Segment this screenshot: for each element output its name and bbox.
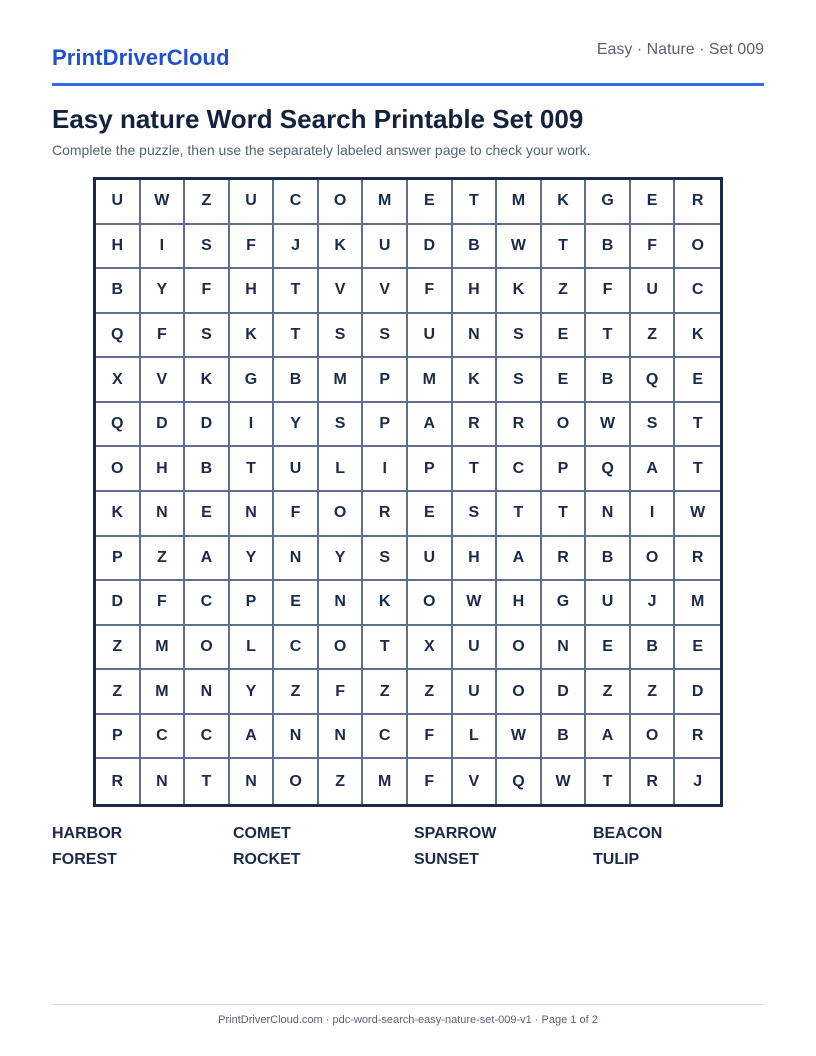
grid-cell: J — [274, 225, 319, 270]
grid-cell: B — [274, 358, 319, 403]
grid-cell: A — [586, 715, 631, 760]
grid-cell: U — [274, 447, 319, 492]
grid-cell: H — [453, 269, 498, 314]
grid-cell: G — [586, 180, 631, 225]
grid-cell: B — [542, 715, 587, 760]
grid-cell: Z — [185, 180, 230, 225]
grid-cell: Y — [319, 537, 364, 582]
grid-cell: T — [453, 180, 498, 225]
grid-cell: T — [453, 447, 498, 492]
grid-cell: U — [453, 670, 498, 715]
grid-cell: N — [542, 626, 587, 671]
word-list-item: TULIP — [593, 851, 640, 868]
grid-cell: B — [586, 358, 631, 403]
grid-cell: T — [586, 759, 631, 804]
grid-cell: P — [363, 403, 408, 448]
grid-cell: G — [542, 581, 587, 626]
grid-cells — [96, 180, 720, 804]
grid-cell: W — [542, 759, 587, 804]
grid-cell: N — [141, 492, 186, 537]
grid-cell: V — [141, 358, 186, 403]
grid-cell: B — [96, 269, 141, 314]
grid-cell: E — [631, 180, 676, 225]
page-subtitle: Complete the puzzle, then use the separately labeled answer page to check your work. — [52, 142, 591, 158]
grid-cell: F — [274, 492, 319, 537]
grid-cell: Y — [230, 537, 275, 582]
grid-cell: T — [542, 492, 587, 537]
grid-cell: D — [542, 670, 587, 715]
grid-cell: O — [408, 581, 453, 626]
grid-cell: Z — [631, 670, 676, 715]
grid-cell: Z — [96, 626, 141, 671]
grid-cell: N — [319, 715, 364, 760]
grid-cell: X — [96, 358, 141, 403]
grid-cell: A — [185, 537, 230, 582]
grid-cell: K — [96, 492, 141, 537]
grid-cell: O — [631, 537, 676, 582]
grid-cell: D — [141, 403, 186, 448]
grid-cell: T — [497, 492, 542, 537]
grid-cell: Y — [274, 403, 319, 448]
grid-cell: I — [631, 492, 676, 537]
grid-cell: N — [230, 759, 275, 804]
grid-cell: N — [230, 492, 275, 537]
grid-cell: T — [586, 314, 631, 359]
grid-cell: W — [497, 715, 542, 760]
grid-cell: P — [363, 358, 408, 403]
grid-cell: I — [363, 447, 408, 492]
grid-cell: R — [542, 537, 587, 582]
grid-cell: C — [497, 447, 542, 492]
grid-cell: O — [542, 403, 587, 448]
word-list-item: SUNSET — [414, 851, 479, 868]
word-list-item: COMET — [233, 825, 291, 842]
grid-cell: A — [631, 447, 676, 492]
grid-cell: M — [675, 581, 720, 626]
grid-cell: T — [675, 447, 720, 492]
grid-cell: F — [408, 269, 453, 314]
grid-cell: F — [319, 670, 364, 715]
grid-cell: R — [363, 492, 408, 537]
grid-cell: Y — [141, 269, 186, 314]
grid-cell: E — [675, 358, 720, 403]
grid-cell: O — [185, 626, 230, 671]
grid-cell: Q — [631, 358, 676, 403]
footer-divider — [52, 1004, 764, 1005]
grid-cell: T — [675, 403, 720, 448]
grid-cell: F — [185, 269, 230, 314]
grid-cell: R — [453, 403, 498, 448]
grid-cell: R — [96, 759, 141, 804]
grid-cell: B — [185, 447, 230, 492]
grid-cell: H — [453, 537, 498, 582]
word-list-item: FOREST — [52, 851, 117, 868]
grid-cell: J — [693, 772, 703, 790]
grid-cell: D — [96, 581, 141, 626]
grid-cell: S — [497, 358, 542, 403]
grid-cell: B — [586, 225, 631, 270]
grid-cell: O — [319, 180, 364, 225]
grid-cell: A — [408, 403, 453, 448]
grid-cell: Z — [542, 269, 587, 314]
grid-cell: W — [497, 225, 542, 270]
grid-cell: R — [497, 403, 542, 448]
grid-cell: N — [185, 670, 230, 715]
grid-cell: Z — [141, 537, 186, 582]
grid-cell: C — [274, 626, 319, 671]
grid-cell: F — [408, 715, 453, 760]
grid-cell: X — [408, 626, 453, 671]
grid-cell: S — [497, 314, 542, 359]
grid-cell: P — [230, 581, 275, 626]
grid-cell: A — [230, 715, 275, 760]
grid-cell: D — [408, 225, 453, 270]
grid-cell: H — [497, 581, 542, 626]
grid-cell: F — [141, 314, 186, 359]
header-divider — [52, 83, 764, 86]
grid-cell: Z — [631, 314, 676, 359]
grid-cell: T — [363, 626, 408, 671]
grid-cell: Z — [96, 670, 141, 715]
grid-cell: N — [453, 314, 498, 359]
grid-cell: N — [274, 715, 319, 760]
grid-cell: T — [230, 447, 275, 492]
grid-cell: Q — [497, 759, 542, 804]
grid-cell: W — [675, 492, 720, 537]
puzzle-meta: Easy · Nature · Set 009 — [596, 41, 764, 58]
grid-cell: E — [542, 358, 587, 403]
grid-cell: E — [408, 492, 453, 537]
grid-cell: Z — [363, 670, 408, 715]
grid-cell: U — [453, 626, 498, 671]
grid-cell: N — [274, 537, 319, 582]
grid-cell: F — [141, 581, 186, 626]
grid-cell: E — [542, 314, 587, 359]
grid-cell: K — [230, 314, 275, 359]
grid-cell: O — [319, 492, 364, 537]
grid-cell: W — [586, 403, 631, 448]
grid-cell: S — [363, 314, 408, 359]
grid-cell: L — [453, 715, 498, 760]
grid-cell: U — [586, 581, 631, 626]
grid-cell: C — [363, 715, 408, 760]
grid-cell: M — [319, 358, 364, 403]
grid-cell: K — [185, 358, 230, 403]
grid-cell: I — [141, 225, 186, 270]
grid-cell: N — [319, 581, 364, 626]
grid-cell: Q — [96, 403, 141, 448]
grid-cell: F — [230, 225, 275, 270]
word-list — [52, 825, 772, 869]
page-title: Easy nature Word Search Printable Set 009 — [52, 104, 584, 134]
grid-cell: D — [675, 670, 720, 715]
footer-text: PrintDriverCloud.com · pdc-word-search-easy-nature-set-009-v1 · Page 1 of 2 — [218, 1014, 598, 1026]
grid-cell: E — [586, 626, 631, 671]
grid-cell: E — [185, 492, 230, 537]
brand-logo: PrintDriverCloud — [52, 45, 230, 70]
grid-cell: P — [96, 537, 141, 582]
grid-cell: W — [453, 581, 498, 626]
grid-cell: K — [453, 358, 498, 403]
grid-cell: A — [497, 537, 542, 582]
grid-cell: S — [185, 314, 230, 359]
grid-cell: M — [408, 358, 453, 403]
grid-cell: O — [319, 626, 364, 671]
grid-cell: M — [363, 180, 408, 225]
grid-cell: U — [363, 225, 408, 270]
grid-cell: E — [408, 180, 453, 225]
grid-cell: Z — [274, 670, 319, 715]
grid-cell: M — [497, 180, 542, 225]
grid-cell: U — [96, 180, 141, 225]
grid-cell: U — [408, 537, 453, 582]
grid-cell: Q — [96, 314, 141, 359]
grid-cell: G — [230, 358, 275, 403]
grid-cell: V — [319, 269, 364, 314]
grid-cell: K — [497, 269, 542, 314]
grid-cell: R — [675, 537, 720, 582]
grid-cell: M — [141, 626, 186, 671]
grid-cell: Z — [319, 759, 364, 804]
grid-cell: V — [453, 759, 498, 804]
grid-cell: J — [631, 581, 676, 626]
word-list-item: BEACON — [593, 825, 663, 842]
word-list-item: SPARROW — [414, 825, 497, 842]
grid-cell: H — [230, 269, 275, 314]
grid-cell: C — [274, 180, 319, 225]
grid-cell: E — [274, 581, 319, 626]
grid-cell: F — [408, 759, 453, 804]
grid-cell: K — [363, 581, 408, 626]
grid-cell: O — [497, 670, 542, 715]
grid-cell: K — [319, 225, 364, 270]
grid-cell: Z — [408, 670, 453, 715]
grid-cell: M — [141, 670, 186, 715]
grid-cell: O — [96, 447, 141, 492]
grid-cell: B — [586, 537, 631, 582]
grid-cell: E — [675, 626, 720, 671]
grid-cell: K — [542, 180, 587, 225]
grid-cell: I — [230, 403, 275, 448]
word-list-item: HARBOR — [52, 825, 123, 842]
grid-cell: U — [230, 180, 275, 225]
grid-cell: H — [96, 225, 141, 270]
grid-cell: V — [363, 269, 408, 314]
grid-cell: T — [274, 269, 319, 314]
grid-cell: P — [408, 447, 453, 492]
grid-cell: O — [675, 225, 720, 270]
grid-cell: U — [408, 314, 453, 359]
grid-cell: L — [319, 447, 364, 492]
grid-cell: R — [675, 180, 720, 225]
grid-cell: C — [185, 715, 230, 760]
grid-cell: C — [141, 715, 186, 760]
grid-cell: P — [542, 447, 587, 492]
grid-cell: M — [363, 759, 408, 804]
grid-cell: H — [141, 447, 186, 492]
grid-cell: T — [274, 314, 319, 359]
grid-cell: S — [363, 537, 408, 582]
grid-cell: R — [631, 759, 676, 804]
grid-cell: F — [631, 225, 676, 270]
grid-cell: P — [96, 715, 141, 760]
grid-cell: N — [586, 492, 631, 537]
grid-cell: S — [319, 403, 364, 448]
grid-cell: L — [230, 626, 275, 671]
grid-cell: S — [185, 225, 230, 270]
grid-cell: C — [675, 269, 720, 314]
grid-cell: B — [631, 626, 676, 671]
grid-cell: K — [675, 314, 720, 359]
grid-cell: Z — [586, 670, 631, 715]
grid-cell: U — [631, 269, 676, 314]
grid-cell: O — [497, 626, 542, 671]
grid-cell: T — [185, 759, 230, 804]
grid-cell: F — [586, 269, 631, 314]
grid-cell: D — [185, 403, 230, 448]
grid-cell: O — [631, 715, 676, 760]
grid-cell: R — [675, 715, 720, 760]
word-search-grid — [93, 177, 723, 807]
grid-cell: B — [453, 225, 498, 270]
grid-cell: S — [453, 492, 498, 537]
grid-cell: N — [141, 759, 186, 804]
grid-cell: S — [319, 314, 364, 359]
grid-cell: Y — [230, 670, 275, 715]
grid-cell: W — [141, 180, 186, 225]
grid-cell: Q — [586, 447, 631, 492]
grid-cell: O — [274, 759, 319, 804]
word-list-item: ROCKET — [233, 851, 301, 868]
grid-cell: S — [631, 403, 676, 448]
grid-cell: C — [185, 581, 230, 626]
grid-cell: T — [542, 225, 587, 270]
